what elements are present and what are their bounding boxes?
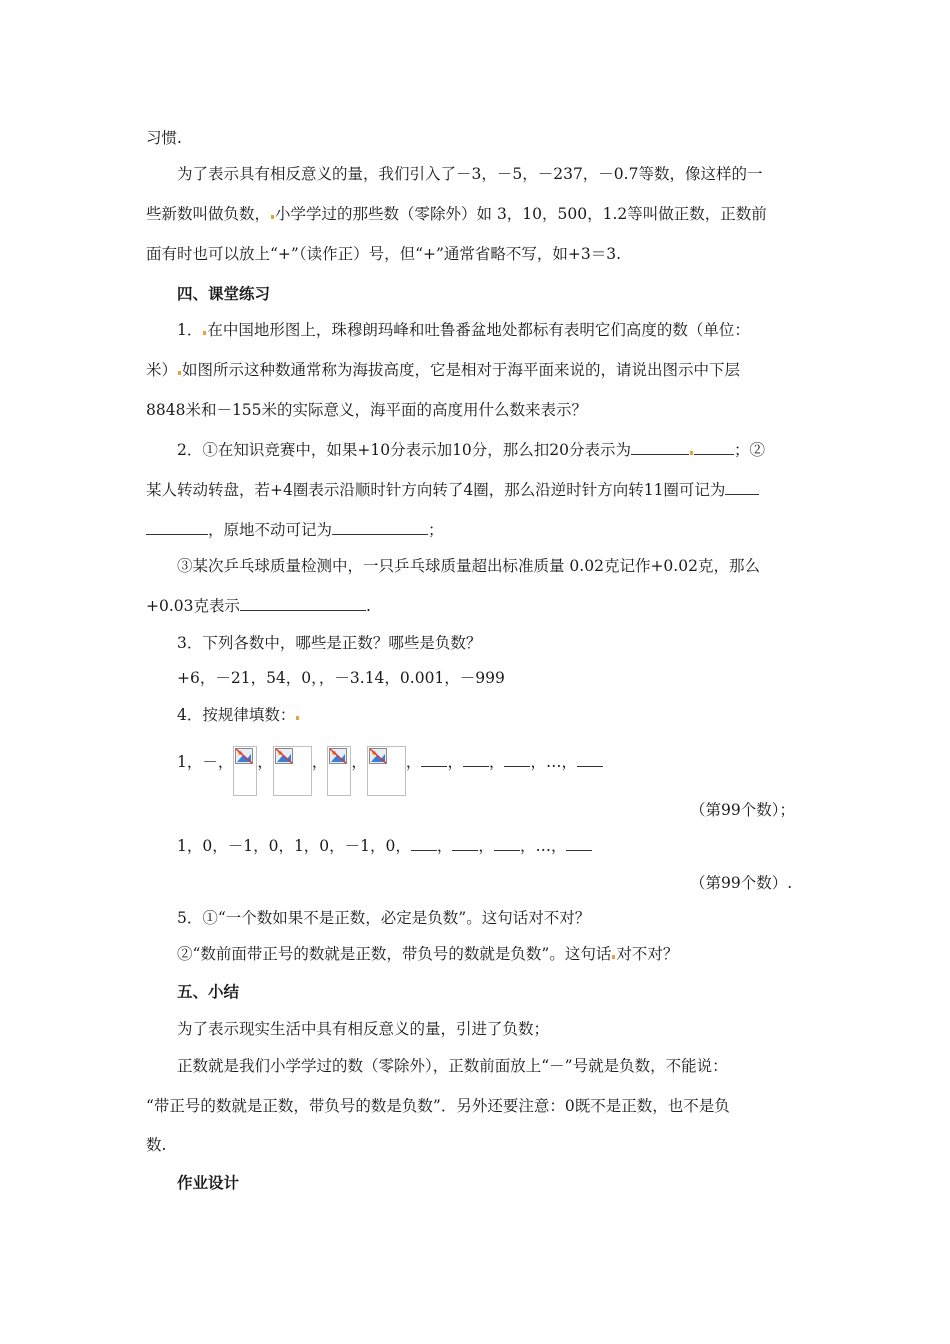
- section-heading: 作业设计: [177, 1174, 240, 1192]
- fraction-image: [273, 746, 312, 796]
- text-line: 8848米和－155米的实际意义，海平面的高度用什么数来表示？: [146, 401, 588, 419]
- blank-line: [725, 480, 759, 495]
- text-line: +6，－21，54，0，，－3.14，0.001，－999: [177, 669, 505, 687]
- text-span: ；: [428, 521, 444, 539]
- text-line: 为了表示现实生活中具有相反意义的量，引进了负数；: [177, 1020, 550, 1038]
- marker-dot: [296, 716, 299, 720]
- text-line: 面有时也可以放上“+”（读作正）号，但“+”通常省略不写，如+3＝3.: [146, 245, 622, 263]
- text-span: 4．按规律填数：: [177, 706, 296, 724]
- text-line: [177, 944, 678, 964]
- text-span: ，: [351, 753, 367, 771]
- blank-line: [452, 836, 478, 851]
- text-span: ，: [478, 837, 494, 855]
- text-span: ，: [436, 837, 453, 855]
- sequence-line: [177, 752, 603, 796]
- fraction-image: [327, 746, 351, 796]
- text-line: [146, 360, 740, 380]
- text-span: ，: [405, 753, 422, 771]
- text-line: 5．①“一个数如果不是正数，必定是负数”。这句话对不对？: [177, 909, 591, 927]
- broken-image-icon: [275, 748, 293, 764]
- text-line: [177, 705, 300, 725]
- marker-dot: [612, 955, 615, 959]
- text-span: …，: [535, 837, 567, 855]
- text-span: 某人转动转盘，若+4圈表示沿顺时针方向转了4圈，那么沿逆时针方向转11圈可记为: [146, 481, 726, 499]
- text-span: 在中国地形图上，珠穆朗玛峰和吐鲁番盆地处都标有表明它们高度的数（单位：: [207, 321, 750, 339]
- text-span: ，: [447, 753, 463, 771]
- text-line: 习惯.: [146, 129, 182, 147]
- broken-image-icon: [235, 748, 253, 764]
- text-line: 数.: [146, 1136, 167, 1154]
- text-line: [177, 440, 765, 460]
- sequence-line: [177, 836, 592, 856]
- text-span: 米）: [146, 361, 178, 379]
- text-span: +0.03克表示: [146, 597, 240, 615]
- marker-dot: [178, 371, 181, 375]
- text-line: 正数就是我们小学学过的数（零除外），正数前面放上“－”号就是负数，不能说：: [177, 1057, 728, 1075]
- blank-line: [463, 752, 489, 767]
- section-heading: 五、小结: [177, 983, 240, 1001]
- blank-line: [577, 752, 603, 767]
- fraction-image: [367, 746, 406, 796]
- blank-line: [332, 520, 428, 535]
- text-span: 1，0，－1，0，1，0，－1，0，: [177, 837, 411, 855]
- text-span: 1．: [177, 321, 203, 339]
- marker-dot: [203, 331, 206, 335]
- text-line: [146, 480, 759, 500]
- text-span: ，原地不动可记为: [208, 521, 333, 539]
- text-span: 1，－，: [177, 753, 234, 771]
- text-span: 小学学过的那些数（零除外）如 3，10，500，1.2等叫做正数，正数前: [275, 205, 767, 223]
- text-line: （第99个数）；: [690, 801, 795, 819]
- text-span: ，: [488, 753, 505, 771]
- text-span: 些新数叫做负数，: [146, 205, 271, 223]
- section-heading: 四、课堂练习: [177, 285, 271, 303]
- text-span: 如图所示这种数通常称为海拔高度，它是相对于海平面来说的，请说出图示中下层: [182, 361, 741, 379]
- text-span: ，: [311, 753, 328, 771]
- blank-line: [566, 836, 592, 851]
- text-span: ；②: [734, 441, 766, 459]
- text-line: （第99个数）.: [690, 874, 793, 892]
- marker-dot: [271, 215, 274, 219]
- text-span: …，: [545, 753, 577, 771]
- fraction-image: [233, 746, 257, 796]
- text-span: 2．①在知识竞赛中，如果+10分表示加10分，那么扣20分表示为: [177, 441, 632, 459]
- text-span: ，: [257, 753, 273, 771]
- blank-line: [694, 440, 734, 455]
- blank-line: [631, 440, 689, 455]
- text-span: ，: [530, 753, 546, 771]
- blank-line: [240, 596, 366, 611]
- broken-image-icon: [369, 748, 387, 764]
- text-line: “带正号的数就是正数，带负号的数是负数”．另外还要注意：0既不是正数，也不是负: [146, 1097, 730, 1115]
- blank-line: [421, 752, 447, 767]
- text-line: [146, 596, 371, 616]
- text-span: 对不对？: [616, 945, 679, 963]
- text-span: ，: [519, 837, 536, 855]
- blank-line: [504, 752, 530, 767]
- text-line: 为了表示具有相反意义的量，我们引入了－3，－5，－237，－0.7等数，像这样的一: [177, 165, 763, 183]
- text-span: .: [366, 597, 371, 615]
- broken-image-icon: [329, 748, 347, 764]
- text-line: [146, 520, 444, 540]
- marker-dot: [690, 451, 693, 455]
- blank-line: [146, 520, 208, 535]
- text-line: 3．下列各数中，哪些是正数？哪些是负数？: [177, 634, 482, 652]
- text-line: [177, 320, 750, 340]
- text-span: ②“数前面带正号的数就是正数，带负号的数就是负数”。这句话: [177, 945, 612, 963]
- text-line: [146, 204, 767, 224]
- blank-line: [494, 836, 520, 851]
- blank-line: [411, 836, 437, 851]
- text-line: ③某次乒乓球质量检测中，一只乒乓球质量超出标准质量 0.02克记作+0.02克，那么: [177, 557, 760, 575]
